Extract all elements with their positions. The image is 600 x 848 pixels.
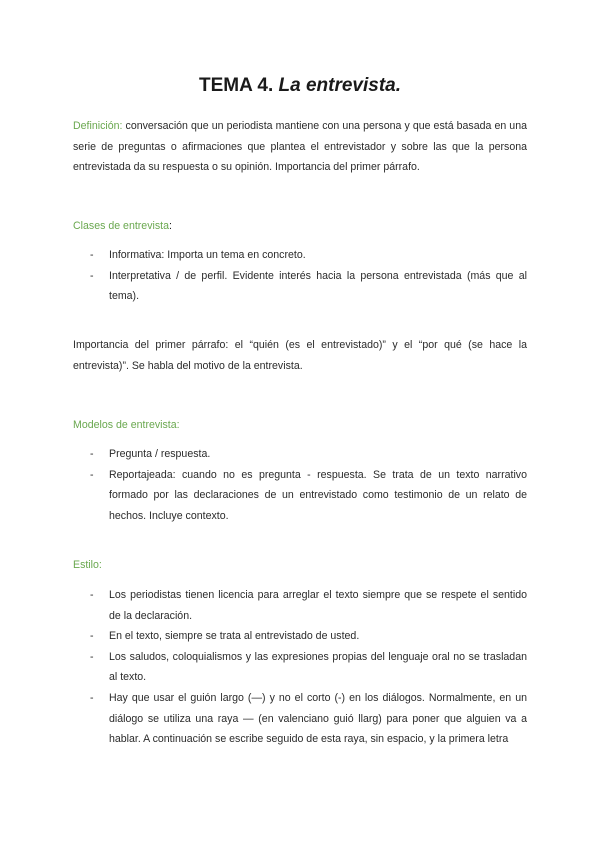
clases-heading	[73, 216, 172, 236]
definition-paragraph	[73, 116, 527, 178]
dash-bullet: -	[90, 448, 94, 460]
dash-bullet: -	[90, 630, 94, 643]
estilo-heading: Estilo:	[73, 559, 102, 571]
clases-heading-text: Clases de entrevista	[73, 220, 169, 232]
list-item-text: Los saludos, coloquialismos y las expresiones propias del lenguaje oral no se trasladan al texto.	[109, 650, 527, 684]
list-item	[73, 245, 527, 266]
list-item	[73, 444, 527, 465]
list-item-text: En el texto, siempre se trata al entrevistado de usted.	[109, 630, 360, 643]
list-item	[73, 688, 527, 750]
dash-bullet: -	[90, 249, 94, 261]
list-item	[73, 465, 527, 527]
dash-bullet: -	[90, 589, 94, 601]
modelos-heading: Modelos de entrevista:	[73, 419, 180, 431]
list-item-text: Reportajeada: cuando no es pregunta - respuesta. Se trata de un texto narrativo formado por las declaraciones de un entrevistado como testimonio de un relato de hechos. Incluye contexto.	[109, 468, 527, 522]
list-item	[73, 266, 527, 307]
clases-heading-colon: :	[168, 220, 172, 232]
list-item	[73, 647, 527, 688]
list-item-text: Los periodistas tienen licencia para arreglar el texto siempre que se respete el sentido de la declaración.	[109, 589, 527, 622]
dash-bullet: -	[90, 269, 94, 282]
importancia-paragraph: Importancia del primer párrafo: el “quién (es el entrevistado)” y el “por qué (se hace la entrevista)”. Se habla del motivo de la entrevista.	[73, 339, 527, 372]
page-title	[73, 74, 527, 98]
definition-text: conversación que un periodista mantiene con una persona y que está basada en una serie de preguntas o afirmaciones que plantea el entrevistador y sobre las que la persona entrevistada da su respuesta o su opinión. Importancia del primer párrafo.	[73, 120, 527, 174]
list-item-text: Informativa: Importa un tema en concreto.	[109, 249, 306, 261]
dash-bullet: -	[90, 468, 94, 481]
definition-label: Definición:	[73, 120, 123, 132]
estilo-list	[73, 585, 527, 750]
title-subtitle: La entrevista.	[278, 75, 402, 96]
dash-bullet: -	[90, 650, 94, 663]
list-item-text: Interpretativa / de perfil. Evidente interés hacia la persona entrevistada (más que al tema).	[109, 269, 527, 303]
clases-list	[73, 245, 527, 307]
list-item	[73, 626, 527, 647]
modelos-list	[73, 444, 527, 526]
title-number: TEMA 4.	[198, 75, 274, 96]
list-item-text: Hay que usar el guión largo (—) y no el corto (-) en los diálogos. Normalmente, en un diálogo se utiliza una raya — (en valenciano guió llarg) para poner que alguien va a hablar. A continuación se escribe seguido de esta raya, sin espacio, y la primera letra	[109, 691, 527, 746]
dash-bullet: -	[90, 691, 94, 704]
list-item	[73, 585, 527, 626]
list-item-text: Pregunta / respuesta.	[109, 448, 211, 460]
